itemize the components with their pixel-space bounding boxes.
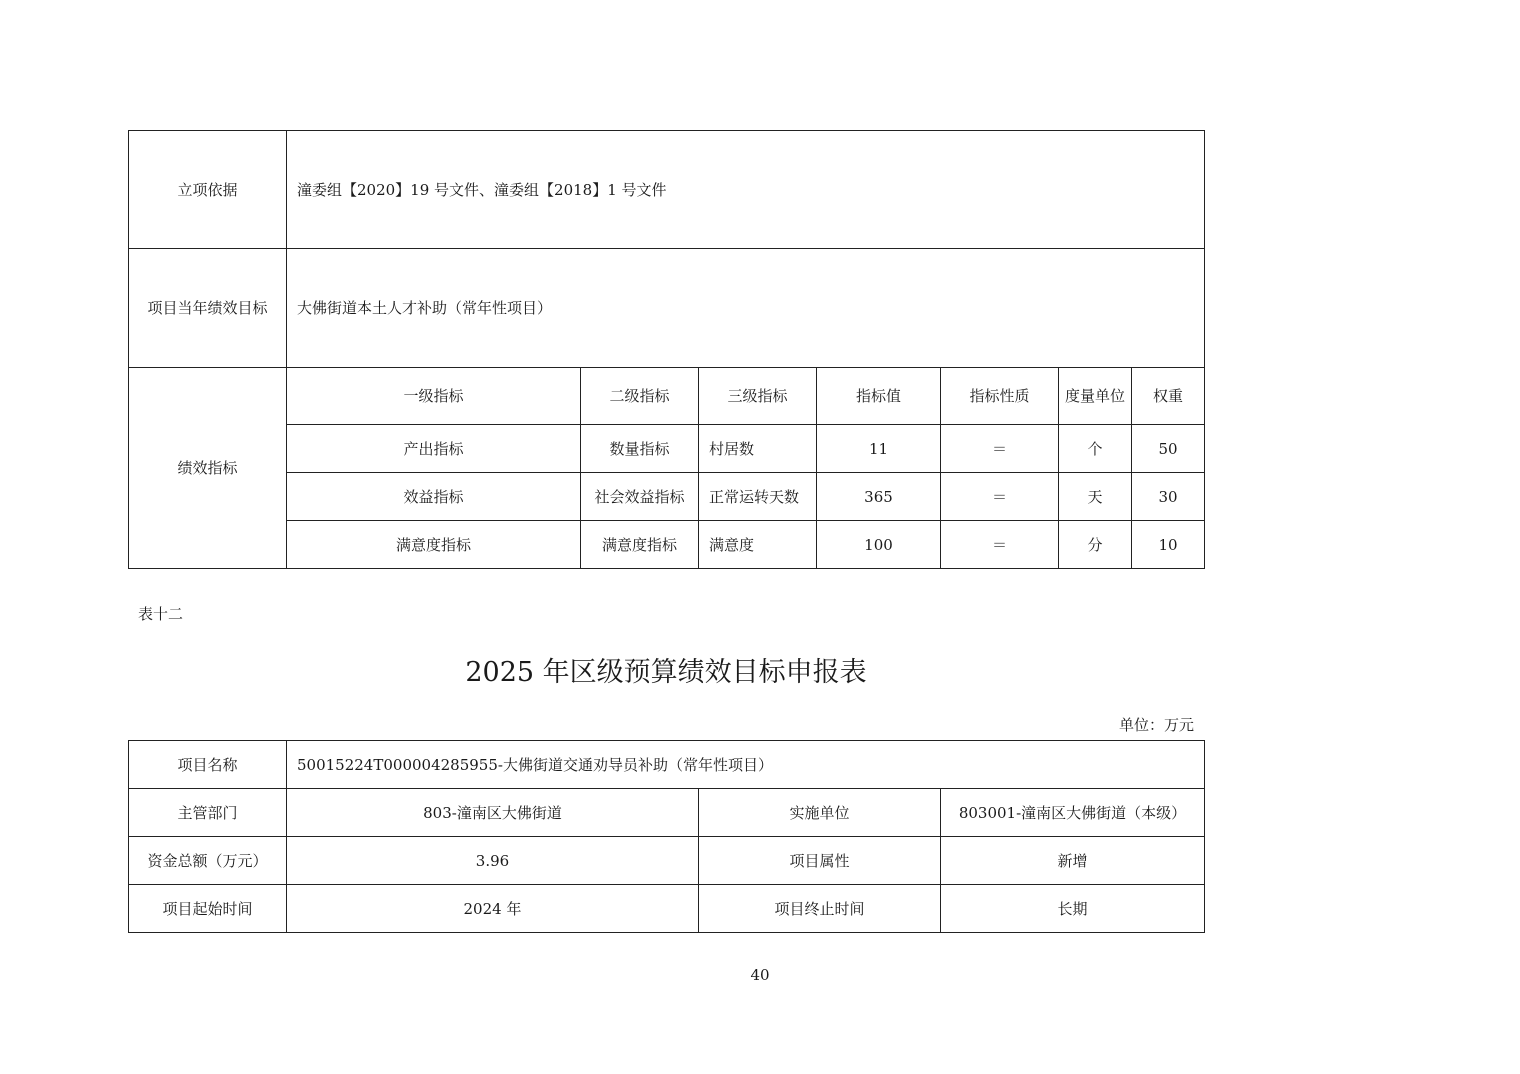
row-level1: 效益指标	[287, 473, 581, 521]
header-level3: 三级指标	[699, 368, 817, 425]
budget-target-form-table	[128, 740, 1205, 933]
row-level2: 满意度指标	[581, 521, 699, 569]
attr-label: 项目属性	[699, 837, 941, 885]
goal-label: 项目当年绩效目标	[129, 249, 287, 368]
row-value: 100	[817, 521, 941, 569]
table-row	[129, 425, 1205, 473]
header-nature: 指标性质	[941, 368, 1059, 425]
start-label: 项目起始时间	[129, 885, 287, 933]
header-unit: 度量单位	[1059, 368, 1132, 425]
performance-target-table-continued	[128, 130, 1205, 569]
project-name-value: 50015224T000004285955-大佛街道交通劝导员补助（常年性项目）	[287, 741, 1205, 789]
page-number: 40	[750, 966, 770, 984]
end-label: 项目终止时间	[699, 885, 941, 933]
row-value: 365	[817, 473, 941, 521]
project-name-label: 项目名称	[129, 741, 287, 789]
row-level3: 村居数	[699, 425, 817, 473]
fund-value: 3.96	[287, 837, 699, 885]
goal-value: 大佛街道本土人才补助（常年性项目）	[287, 249, 1205, 368]
dept-value: 803-潼南区大佛街道	[287, 789, 699, 837]
row-level3: 正常运转天数	[699, 473, 817, 521]
header-level1: 一级指标	[287, 368, 581, 425]
row-weight: 50	[1132, 425, 1205, 473]
row-level1: 产出指标	[287, 425, 581, 473]
document-title: 2025 年区级预算绩效目标申报表	[465, 657, 867, 688]
indicators-label: 绩效指标	[129, 368, 287, 569]
end-value: 长期	[941, 885, 1205, 933]
basis-label: 立项依据	[129, 131, 287, 249]
row-nature: ＝	[941, 425, 1059, 473]
unit-note: 单位：万元	[1118, 716, 1194, 734]
row-level3: 满意度	[699, 521, 817, 569]
dept-label: 主管部门	[129, 789, 287, 837]
start-value: 2024 年	[287, 885, 699, 933]
row-level2: 数量指标	[581, 425, 699, 473]
row-unit: 天	[1059, 473, 1132, 521]
row-unit: 分	[1059, 521, 1132, 569]
attr-value: 新增	[941, 837, 1205, 885]
row-unit: 个	[1059, 425, 1132, 473]
row-value: 11	[817, 425, 941, 473]
table-caption: 表十二	[138, 605, 184, 623]
header-weight: 权重	[1132, 368, 1205, 425]
row-level2: 社会效益指标	[581, 473, 699, 521]
impl-label: 实施单位	[699, 789, 941, 837]
row-nature: ＝	[941, 473, 1059, 521]
row-nature: ＝	[941, 521, 1059, 569]
header-value: 指标值	[817, 368, 941, 425]
basis-value: 潼委组【2020】19 号文件、潼委组【2018】1 号文件	[287, 131, 1205, 249]
fund-label: 资金总额（万元）	[129, 837, 287, 885]
header-level2: 二级指标	[581, 368, 699, 425]
impl-value: 803001-潼南区大佛街道（本级）	[941, 789, 1205, 837]
table-row	[129, 521, 1205, 569]
row-level1: 满意度指标	[287, 521, 581, 569]
table-row	[129, 473, 1205, 521]
row-weight: 10	[1132, 521, 1205, 569]
row-weight: 30	[1132, 473, 1205, 521]
